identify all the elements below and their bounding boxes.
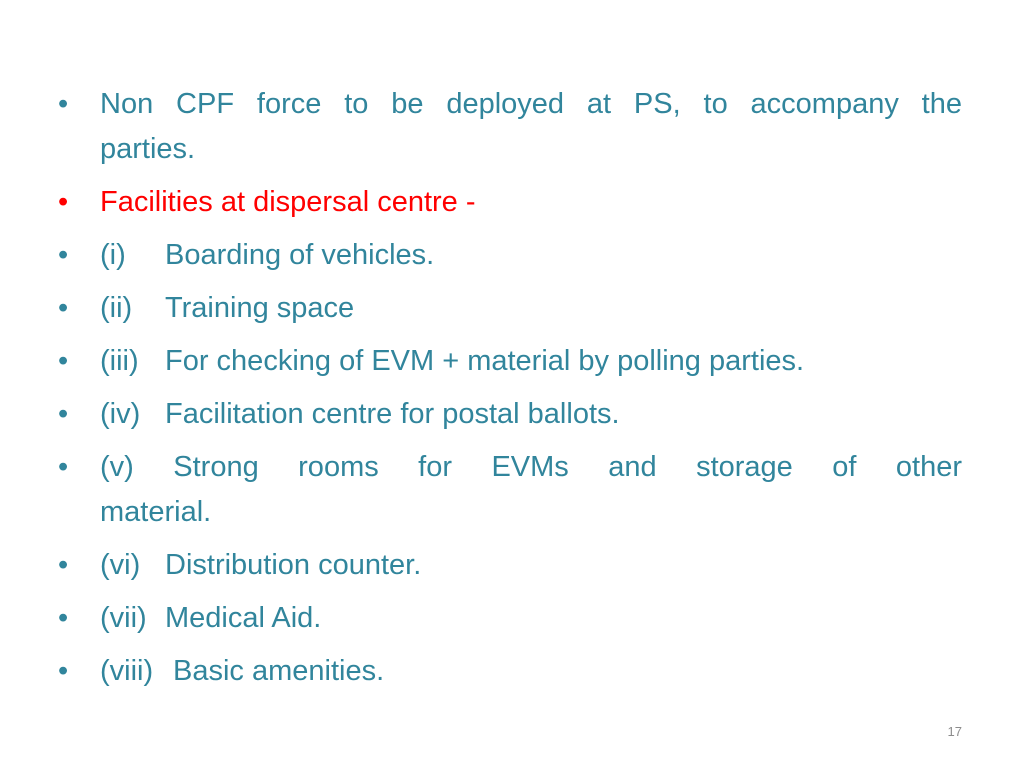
item-number: (vii) [100,602,147,634]
item-number: (iv) [100,398,141,430]
item-number: (vi) [100,549,141,581]
item-number: (iii) [100,345,139,377]
item-text: For checking of EVM + material by polling parties. [165,345,805,377]
bullet-icon: • [58,398,69,430]
bullet-icon: • [58,655,69,687]
bullet-icon: • [58,549,69,581]
list-item [58,233,962,278]
bullet-list [58,82,962,702]
list-item [58,649,962,694]
item-text: Distribution counter. [165,549,422,581]
bullet-icon: • [58,451,69,483]
page-number: 17 [947,724,962,739]
list-item [58,392,962,437]
bullet-icon: • [58,602,69,634]
item-text-line: (v) Strong rooms for EVMs and storage of other [100,451,962,483]
list-item [58,82,962,172]
item-text-line: material. [100,496,212,528]
item-text: Training space [165,292,355,324]
list-item [58,339,962,384]
bullet-icon: • [58,88,69,120]
list-item [58,543,962,588]
list-item [58,596,962,641]
bullet-icon: • [58,186,69,218]
item-text-line: Non CPF force to be deployed at PS, to accompany the [100,88,962,120]
list-item-heading [58,180,962,225]
item-text-line: parties. [100,133,196,165]
item-text: Facilitation centre for postal ballots. [165,398,620,430]
item-number: (ii) [100,292,133,324]
list-item [58,445,962,535]
item-text: Basic amenities. [173,655,385,687]
list-item [58,286,962,331]
section-heading: Facilities at dispersal centre - [100,186,476,218]
item-text: Boarding of vehicles. [165,239,435,271]
bullet-icon: • [58,292,69,324]
item-number: (i) [100,239,126,271]
bullet-icon: • [58,239,69,271]
bullet-icon: • [58,345,69,377]
item-number: (viii) [100,655,154,687]
item-text: Medical Aid. [165,602,322,634]
